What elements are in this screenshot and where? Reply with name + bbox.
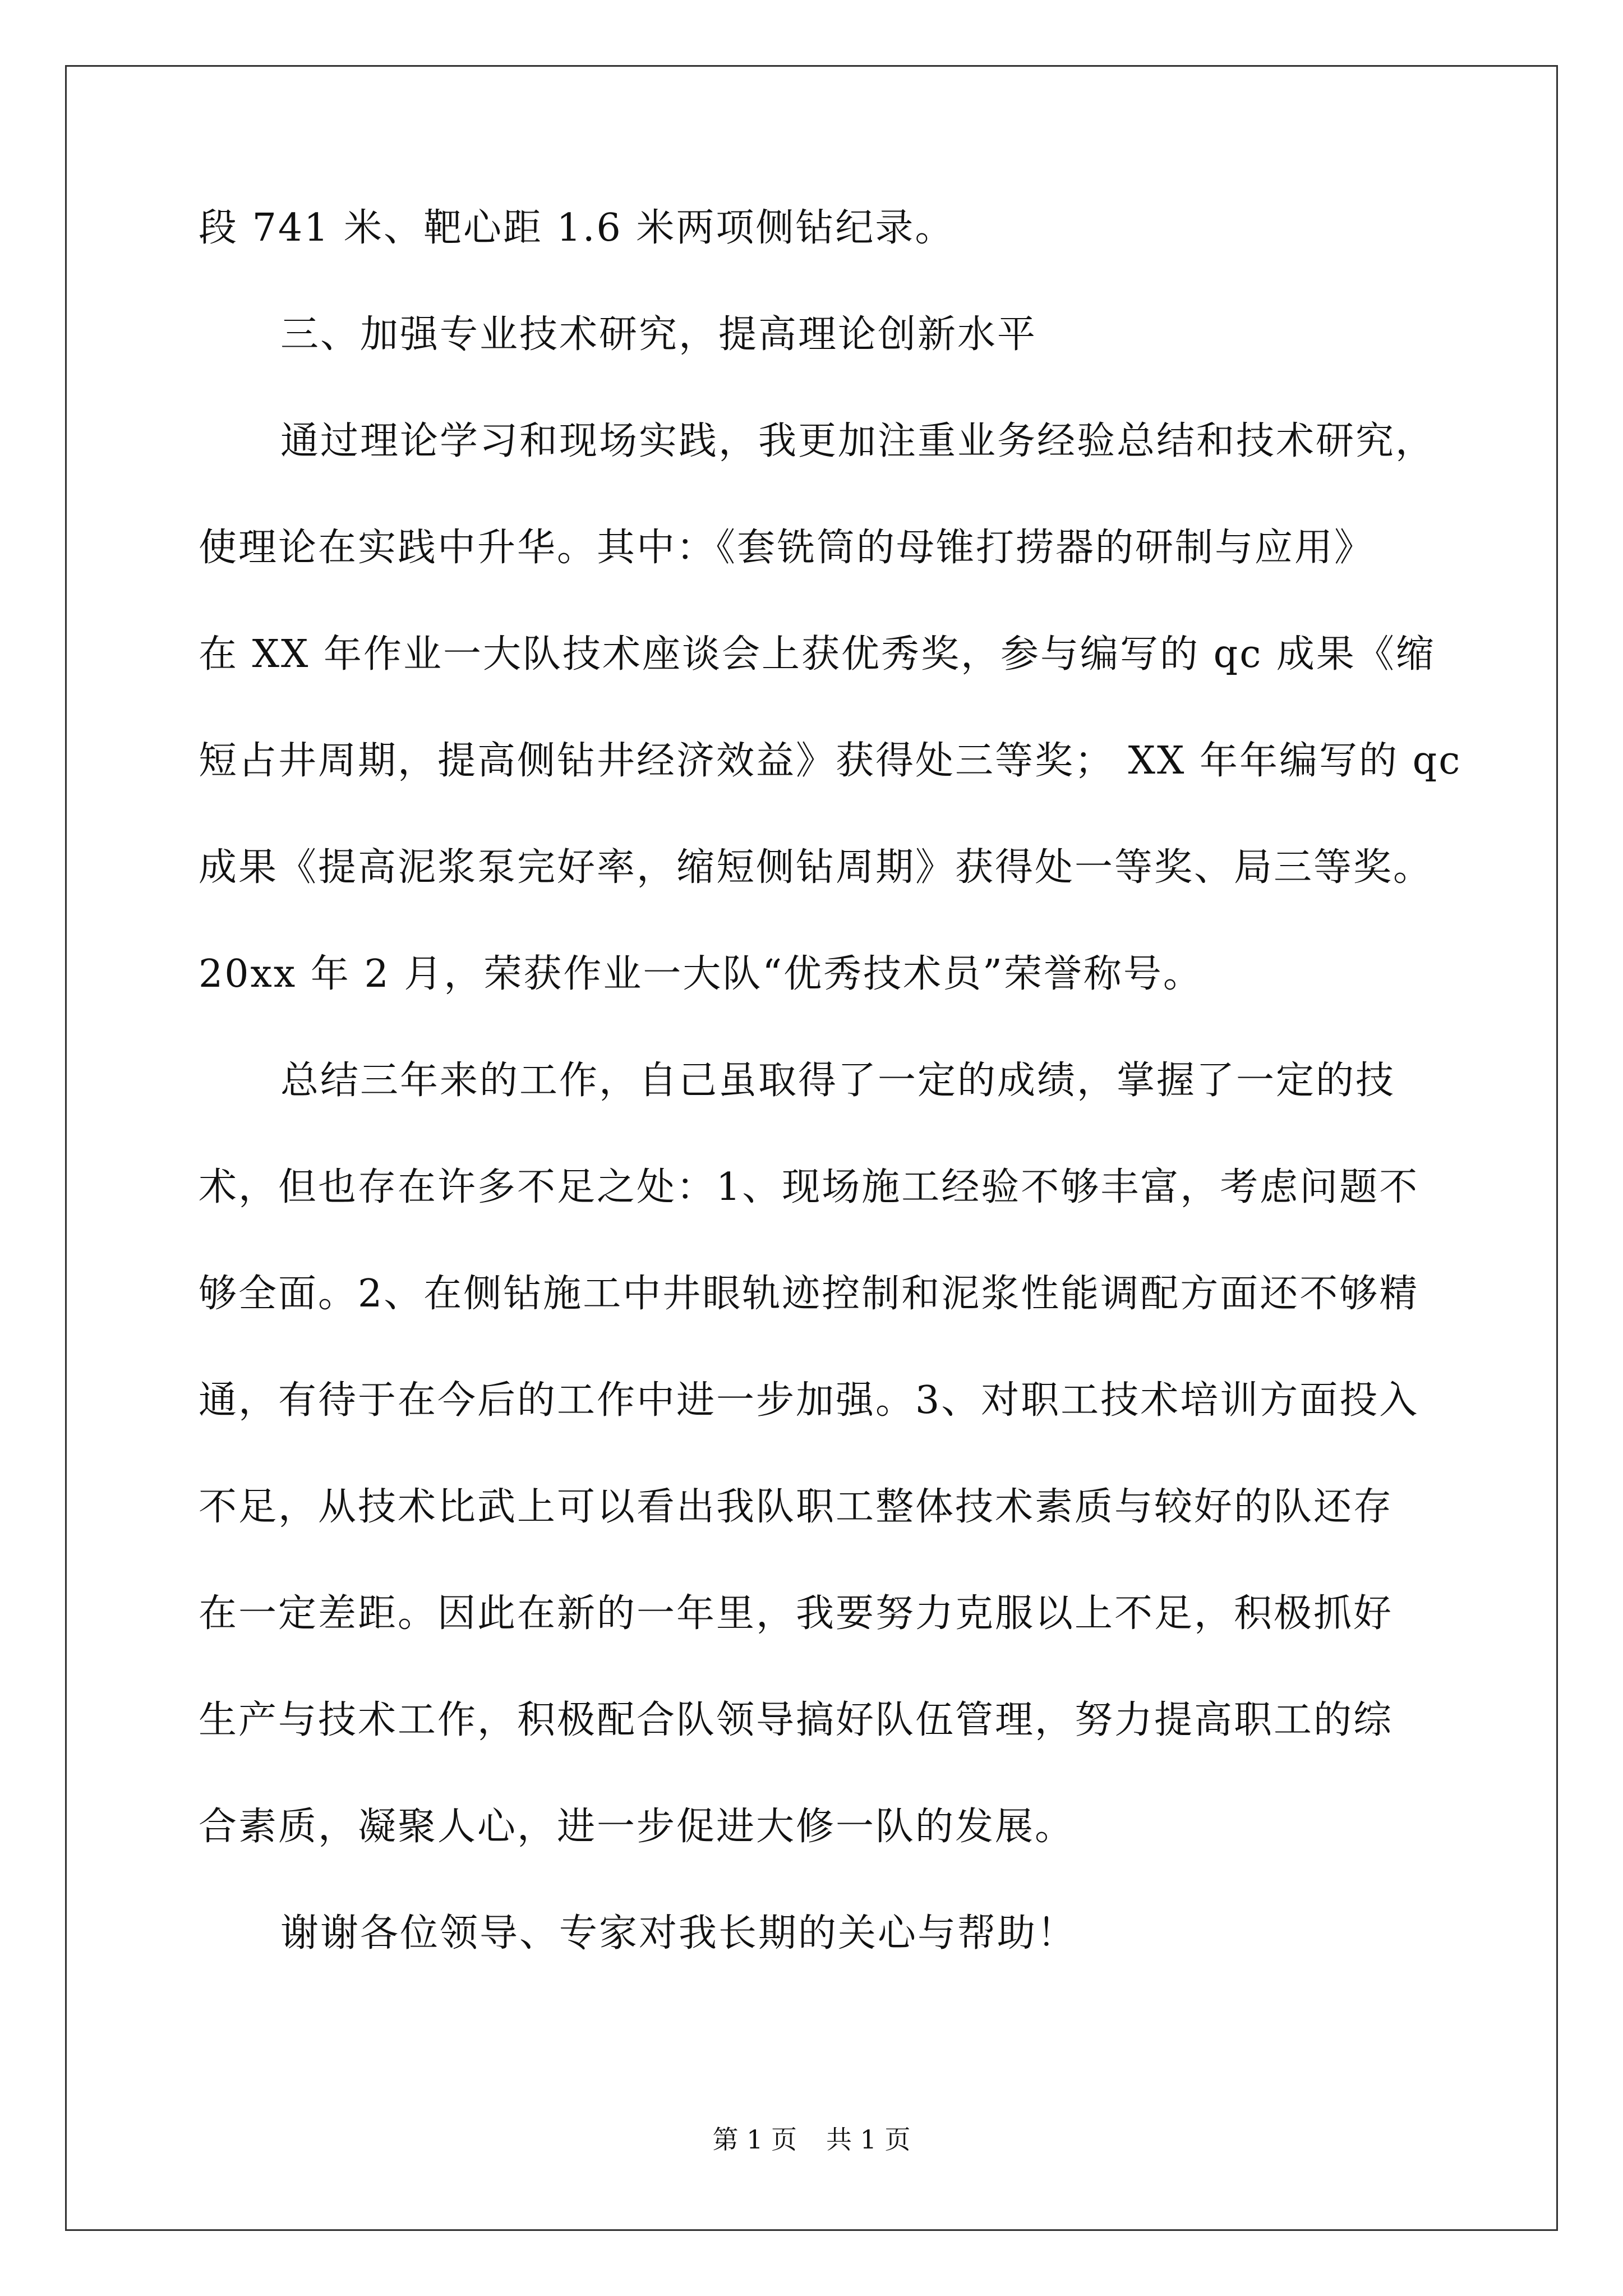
text-line-16: 合素质，凝聚人心，进一步促进大修一队的发展。 <box>199 1805 1075 1849</box>
section-heading: 三、加强专业技术研究，提高理论创新水平 <box>280 312 1038 357</box>
text-line-10: 术，但也存在许多不足之处：1、现场施工经验不够丰富，考虑问题不 <box>199 1165 1419 1209</box>
text-line-3: 通过理论学习和现场实践，我更加注重业务经验总结和技术研究， <box>280 419 1436 463</box>
text-line-6: 短占井周期，提高侧钻井经济效益》获得处三等奖； XX 年年编写的 qc <box>199 739 1462 783</box>
text-line-5: 在 XX 年作业一大队技术座谈会上获优秀奖，参与编写的 qc 成果《缩 <box>199 632 1436 677</box>
text-line-11: 够全面。2、在侧钻施工中井眼轨迹控制和泥浆性能调配方面还不够精 <box>199 1272 1419 1316</box>
page-number: 第 1 页 <box>712 2124 797 2155</box>
text-line-4: 使理论在实践中升华。其中：《套铣筒的母锥打捞器的研制与应用》 <box>199 526 1375 570</box>
closing-line: 谢谢各位领导、专家对我长期的关心与帮助！ <box>280 1911 1077 1955</box>
text-line-15: 生产与技术工作，积极配合队领导搞好队伍管理，努力提高职工的综 <box>199 1698 1394 1742</box>
text-line-7: 成果《提高泥浆泵完好率，缩短侧钻周期》获得处一等奖、局三等奖。 <box>199 845 1433 890</box>
page-footer <box>0 2123 1623 2156</box>
text-line-8: 20xx 年 2 月，荣获作业一大队“优秀技术员”荣誉称号。 <box>199 952 1203 996</box>
text-line-1: 段 741 米、靶心距 1.6 米两项侧钻纪录。 <box>199 206 955 250</box>
page-total: 共 1 页 <box>826 2124 911 2155</box>
text-line-12: 通，有待于在今后的工作中进一步加强。3、对职工技术培训方面投入 <box>199 1378 1419 1423</box>
text-line-9: 总结三年来的工作，自己虽取得了一定的成绩，掌握了一定的技 <box>280 1059 1396 1103</box>
text-line-13: 不足，从技术比武上可以看出我队职工整体技术素质与较好的队还存 <box>199 1485 1394 1529</box>
text-line-14: 在一定差距。因此在新的一年里，我要努力克服以上不足，积极抓好 <box>199 1591 1394 1636</box>
page-border <box>65 65 1558 2231</box>
